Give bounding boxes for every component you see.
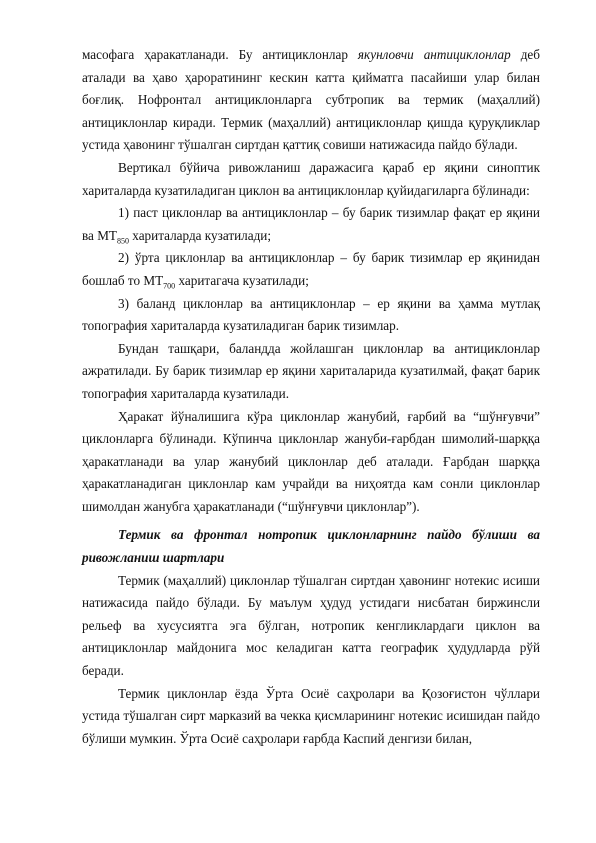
paragraph-9: Термик циклонлар ёзда Ўрта Осиё саҳролари ва Қозоғистон чўллари устида тўшалган сирт марказий ва чекка қисмларининг нотекис исишидан пайдо бўлиши мумкин. Ўрта Осиё саҳролари ғарбда Каспий денгизи билан, [82,685,540,746]
list-item-2-text-a: 2) ўрта циклонлар ва антициклонлар – бу барик тизимлар ер яқинидан бошлаб то МТ [82,250,540,288]
list-item-1-text-b: хариталарда кузатилади; [128,227,272,243]
paragraph-1 [82,44,540,157]
paragraph-1-text-a: масофага ҳаракатланади. Бу антициклонлар [82,47,358,62]
list-item-1-subscript: 850 [116,236,129,246]
list-item-2-text-b: харитагача кузатилади; [175,272,309,288]
list-item-3: 3) баланд циклонлар ва антициклонлар – ер яқини ва ҳамма мутлақ топография хариталарда кузатиладиган барик тизимлар. [82,295,540,334]
paragraph-7: Ҳаракат йўналишига кўра циклонлар жанубий, ғарбий ва “шўнғувчи” циклонларга бўлинади. Кўпинча циклонлар жануби-ғарбдан шимолий-шарққа ҳаракатланади ва улар жанубий циклонлар деб аталади. Ғарбдан шарққа ҳаракатланадиган циклонлар кам учрайди ва ниҳоятда кам сонли циклонлар шимолдан жанубга ҳаракатланади (“шўнғувчи циклонлар”). [82,408,540,514]
paragraph-6: Бундан ташқари, баландда жойлашган циклонлар ва антициклонлар ажратилади. Бу барик тизимлар ер яқини хариталарида кузатилмай, фақат барик топография хариталарда кузатилади. [82,340,540,401]
paragraph-2: Вертикал бўйича ривожланиш даражасига қараб ер яқини синоптик хариталарда кузатиладиган циклон ва антициклонлар қуйидагиларга бўлинади: [82,159,540,198]
paragraph-8: Термик (маҳаллий) циклонлар тўшалган сиртдан ҳавонинг нотекис исиши натижасида пайдо бўлади. Бу маълум ҳудуд устидаги нисбатан биржинсли рельеф ва хусусиятга эга бўлган, нотропик кенгликлардаги циклон ва антициклонлар майдонига мос келадиган катта географик ҳудудларда рўй беради. [82,572,540,679]
paragraph-1-text-b: деб аталади ва ҳаво ҳароратининг кескин катта қийматга пасайиши улар билан боғлиқ. Нофронтал антициклонларга субтропик ва термик (маҳаллий) антициклонлар киради. Термик (маҳаллий) антициклонлар қишда қуруқликлар устида ҳавонинг тўшалган сиртдан қаттиқ совиши натижасида пайдо бўлади. [82,47,540,153]
list-item-2 [82,247,540,292]
paragraph-1-emphasis: якунловчи антициклонлар [357,47,511,62]
section-heading: Термик ва фронтал нотропик циклонларнинг пайдо бўлиши ва ривожланиш шартлари [82,527,540,566]
list-item-1-text-a: 1) паст циклонлар ва антициклонлар – бу барик тизимлар фақат ер яқини ва МТ [82,205,540,243]
list-item-1 [82,202,540,247]
list-item-2-subscript: 700 [163,281,176,291]
